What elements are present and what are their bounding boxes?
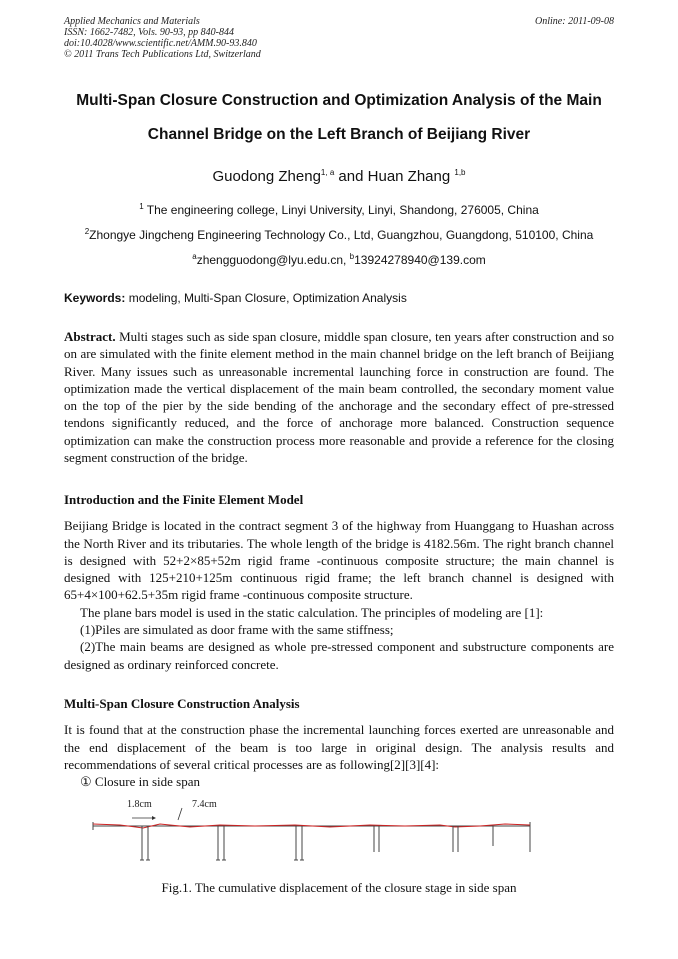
affiliation-1 xyxy=(20,203,658,217)
closure-list-item-1: ① Closure in side span xyxy=(80,774,200,790)
emails xyxy=(20,253,658,267)
aff2-text: Zhongye Jingcheng Engineering Technology Co., Ltd, Guangzhou, Guangdong, 510100, China xyxy=(89,228,594,242)
fig-label-1-8cm: 1.8cm xyxy=(127,799,152,810)
intro-paragraph-3: (1)Piles are simulated as door frame with the same stiffness; xyxy=(80,622,394,638)
journal-header xyxy=(64,16,261,60)
paper-title-line2: Channel Bridge on the Left Branch of Beijiang River xyxy=(147,126,531,143)
intro-paragraph-2: The plane bars model is used in the static calculation. The principles of modeling are [1]: xyxy=(80,604,544,620)
journal-name: Applied Mechanics and Materials xyxy=(64,16,200,27)
author-2: Huan Zhang xyxy=(367,168,455,185)
keywords-text: modeling, Multi-Span Closure, Optimization Analysis xyxy=(125,291,407,305)
fig-pier-5 xyxy=(453,826,458,852)
email-a-sup: a xyxy=(192,252,197,261)
fig-label-7-4cm: 7.4cm xyxy=(192,799,217,810)
fig-arrowhead-left xyxy=(152,816,156,820)
section-introduction xyxy=(64,491,614,673)
affiliation-2 xyxy=(20,228,658,242)
fig-pier-1 xyxy=(140,826,150,860)
keywords xyxy=(64,291,407,305)
aff2-sup: 2 xyxy=(84,227,90,236)
email-b-sup: b xyxy=(349,252,355,261)
authors xyxy=(20,168,658,185)
fig-arrow-right xyxy=(178,808,182,820)
abstract-label: Abstract. xyxy=(64,329,116,344)
figure-1-caption: Fig.1. The cumulative displacement of the closure stage in side span xyxy=(161,880,517,895)
paper-title-line1: Multi-Span Closure Construction and Optimization Analysis of the Main xyxy=(76,92,602,109)
figure-1-diagram xyxy=(80,794,540,874)
doi: doi:10.4028/www.scientific.net/AMM.90-93.840 xyxy=(64,38,257,49)
aff1-sup: 1 xyxy=(139,202,144,211)
online-date: Online: 2011-09-08 xyxy=(535,16,614,27)
section-closure xyxy=(64,695,614,790)
section-heading-closure: Multi-Span Closure Construction Analysis xyxy=(64,696,300,711)
issn: ISSN: 1662-7482, Vols. 90-93, pp 840-844 xyxy=(64,27,234,38)
fig-pier-3 xyxy=(294,826,304,860)
abstract xyxy=(64,328,614,466)
intro-paragraph-1: Beijiang Bridge is located in the contract segment 3 of the highway from Huanggang to Huashan across the North River and its tributaries. The whole length of the bridge is 4182.56m. The right branch channel is designed with 52+2×85+52m rigid frame -continuous composite structure; the main channel is designed with 125+210+125m continuous rigid frame; the left branch channel is designed with 65+4×100+62.5+35m rigid frame -continuous composite structure. xyxy=(64,518,614,603)
email-a[interactable]: zhengguodong@lyu.edu.cn, xyxy=(196,253,350,267)
author-2-sup: 1,b xyxy=(454,168,466,177)
authors-and: and xyxy=(334,168,368,185)
email-b[interactable]: 13924278940@139.com xyxy=(354,253,486,267)
closure-paragraph-1: It is found that at the construction phase the incremental launching forces exerted are unreasonable and the end displacement of the beam is too large in original design. The analysis results and recommendations of several critical processes are as following[2][3][4]: xyxy=(64,722,614,772)
author-1-sup: 1, a xyxy=(320,168,335,177)
copyright: © 2011 Trans Tech Publications Ltd, Switzerland xyxy=(64,49,261,60)
fig-pier-2 xyxy=(216,826,226,860)
keywords-label: Keywords: xyxy=(64,291,126,305)
fig-pier-4 xyxy=(374,826,379,852)
abstract-text: Multi stages such as side span closure, middle span closure, ten years after construction and so on are simulated with the finite element method in the main channel bridge on the left branch of Beijiang River. Many issues such as unreasonable incremental launching force in construction are found. The optimization made the vertical displacement of the main beam controlled, the secondary moment value on the top of the pier by the side bending of the anchorage and the secondary effect of pre-stressed tendons significantly reduced, and the force of anchorage more balanced. Construction sequence optimization can make the construction process more reasonable and provide a reference for the closing segment construction of the bridge. xyxy=(64,329,614,466)
author-1: Guodong Zheng xyxy=(212,168,321,185)
intro-paragraph-4: (2)The main beams are designed as whole pre-stressed component and substructure components are designed as ordinary reinforced concrete. xyxy=(64,639,614,672)
section-heading-introduction: Introduction and the Finite Element Model xyxy=(64,492,304,507)
aff1-text: The engineering college, Linyi University, Linyi, Shandong, 276005, China xyxy=(143,203,539,217)
